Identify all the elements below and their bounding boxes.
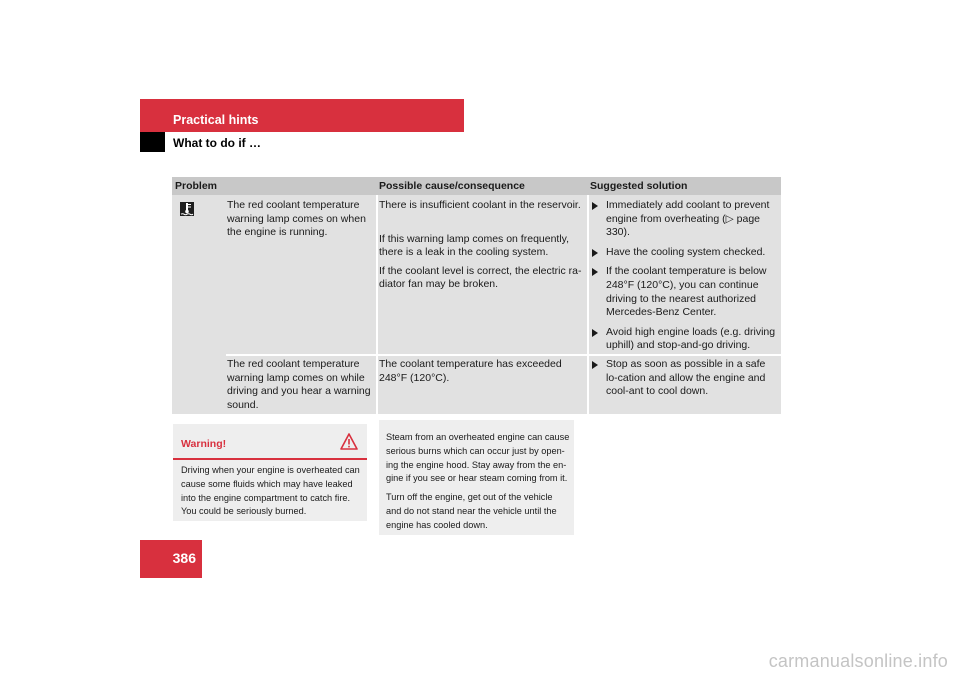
cause-text: There is insufficient coolant in the reservoir. <box>379 199 581 211</box>
warning-divider <box>173 458 367 460</box>
watermark: carmanualsonline.info <box>768 651 948 671</box>
header-problem: Problem <box>175 180 218 192</box>
coolant-temperature-icon <box>180 202 194 216</box>
solution-bullet: If the coolant temperature is below 248°F (120°C), you can continue driving to the nearest authorized Mercedes-Benz Center. <box>589 265 777 319</box>
page-number-box <box>140 540 202 578</box>
info-text <box>386 431 570 538</box>
section-tab-marker <box>140 132 165 152</box>
section-subtitle: What to do if … <box>173 136 261 150</box>
header-solution: Suggested solution <box>590 180 688 192</box>
warning-title: Warning! <box>181 438 227 450</box>
solution-cell-2 <box>589 358 777 405</box>
solution-cell-1 <box>589 199 777 359</box>
page-number: 386 <box>172 550 196 566</box>
table-body <box>172 195 781 414</box>
warning-box <box>173 424 367 521</box>
cause-text: If this warning lamp comes on frequently, there is a leak in the cooling system. <box>379 232 570 259</box>
cause-cell-1 <box>379 199 584 297</box>
cause-text: The coolant temperature has exceeded 248°F (120°C). <box>379 358 562 384</box>
cause-text: If the coolant level is correct, the electric ra-diator fan may be broken. <box>379 264 582 291</box>
solution-bullet: Stop as soon as possible in a safe lo-cation and allow the engine and cool-ant to cool down. <box>589 358 777 399</box>
table-header-row <box>172 177 781 195</box>
info-box <box>379 420 574 535</box>
section-title: Practical hints <box>173 113 259 127</box>
problem-cell-1: The red coolant temperature warning lamp comes on when the engine is running. <box>227 199 366 239</box>
solution-bullet: Immediately add coolant to prevent engine from overheating (▷ page 330). <box>589 199 777 240</box>
warning-triangle-icon <box>340 433 358 455</box>
solution-bullet: Avoid high engine loads (e.g. driving uphill) and stop-and-go driving. <box>589 326 777 353</box>
info-paragraph: Turn off the engine, get out of the vehicle and do not stand near the vehicle until the engine has cooled down. <box>386 492 557 530</box>
cause-cell-2 <box>379 358 579 390</box>
problem-cell-2: The red coolant temperature warning lamp comes on while driving and you hear a warning sound. <box>227 358 371 411</box>
info-paragraph: Steam from an overheated engine can cause serious burns which can occur just by open-ing the engine hood. Stay away from the en-gine if you see or hear steam coming from it. <box>386 432 570 484</box>
solution-bullet: Have the cooling system checked. <box>589 246 777 260</box>
column-divider <box>376 195 378 414</box>
header-cause: Possible cause/consequence <box>379 180 525 192</box>
troubleshooting-table <box>172 177 781 414</box>
warning-text: Driving when your engine is overheated can cause some fluids which may have leaked into the engine compartment to catch fire. You could be seriously burned. <box>181 465 360 517</box>
